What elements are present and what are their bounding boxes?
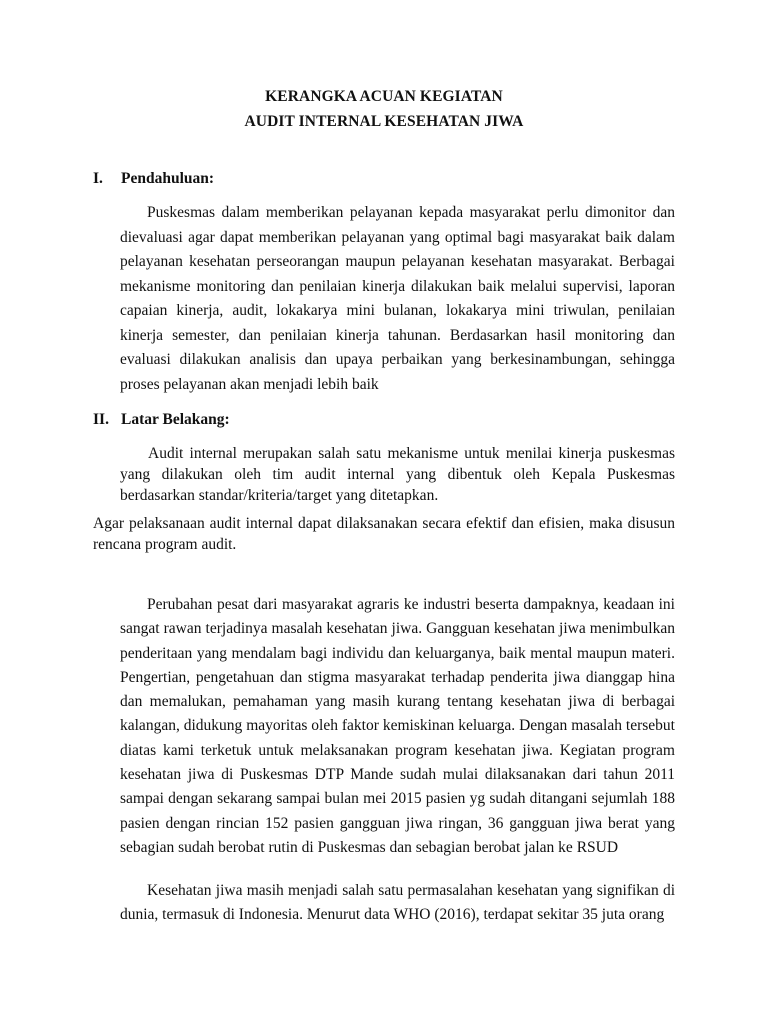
section2-heading-label: Latar Belakang: — [121, 411, 230, 428]
section1-heading — [93, 170, 214, 188]
document-title-line2: AUDIT INTERNAL KESEHATAN JIWA — [244, 113, 524, 130]
section2-paragraph4: Kesehatan jiwa masih menjadi salah satu permasalahan kesehatan yang signifikan di dunia, termasuk di Indonesia. Menurut data WHO (2016), terdapat sekitar 35 juta orang — [120, 882, 675, 924]
section2-number: II. — [93, 411, 109, 428]
section1-paragraph: Puskesmas dalam memberikan pelayanan kepada masyarakat perlu dimonitor dan dievaluasi agar dapat memberikan pelayanan yang optimal bagi masyarakat baik dalam pelayanan kesehatan perseorangan maupun pelayanan kesehatan masyarakat. Berbagai mekanisme monitoring dan penilaian kinerja dilakukan baik melalui supervisi, laporan capaian kinerja, audit, lokakarya mini bulanan, lokakarya mini triwulan, penilaian kinerja semester, dan penilaian kinerja tahunan. Berdasarkan hasil monitoring dan evaluasi dilakukan analisis dan upaya perbaikan yang berkesinambungan, sehingga proses pelayanan akan menjadi lebih baik — [120, 204, 675, 393]
section2-paragraph2: Agar pelaksanaan audit internal dapat dilaksanakan secara efektif dan efisien, maka disusun rencana program audit. — [93, 515, 675, 553]
section2-paragraph3: Perubahan pesat dari masyarakat agraris ke industri beserta dampaknya, keadaan ini sangat rawan terjadinya masalah kesehatan jiwa. Gangguan kesehatan jiwa menimbulkan penderitaan yang mendalam bagi individu dan keluarganya, baik mental maupun materi. Pengertian, pengetahuan dan stigma masyarakat terhadap penderita jiwa dianggap hina dan memalukan, pemahaman yang masih kurang tentang kesehatan jiwa di berbagai kalangan, didukung mayoritas oleh faktor kemiskinan keluarga. Dengan masalah tersebut diatas kami terketuk untuk melaksanakan program kesehatan jiwa. Kegiatan program kesehatan jiwa di Puskesmas DTP Mande sudah mulai dilaksanakan dari tahun 2011 sampai dengan sekarang sampai bulan mei 2015 pasien yg sudah ditangani sejumlah 188 pasien dengan rincian 152 pasien gangguan jiwa ringan, 36 gangguan jiwa berat yang sebagian sudah berobat rutin di Puskesmas dan sebagian berobat jalan ke RSUD — [120, 596, 675, 856]
document-title-line1: KERANGKA ACUAN KEGIATAN — [265, 88, 503, 105]
section2-heading — [93, 411, 230, 429]
section1-heading-label: Pendahuluan: — [121, 170, 215, 187]
section1-number: I. — [93, 170, 103, 187]
section2-paragraph1: Audit internal merupakan salah satu mekanisme untuk menilai kinerja puskesmas yang dilakukan oleh tim audit internal yang dibentuk oleh Kepala Puskesmas berdasarkan standar/kriteria/target yang ditetapkan. — [120, 445, 675, 504]
